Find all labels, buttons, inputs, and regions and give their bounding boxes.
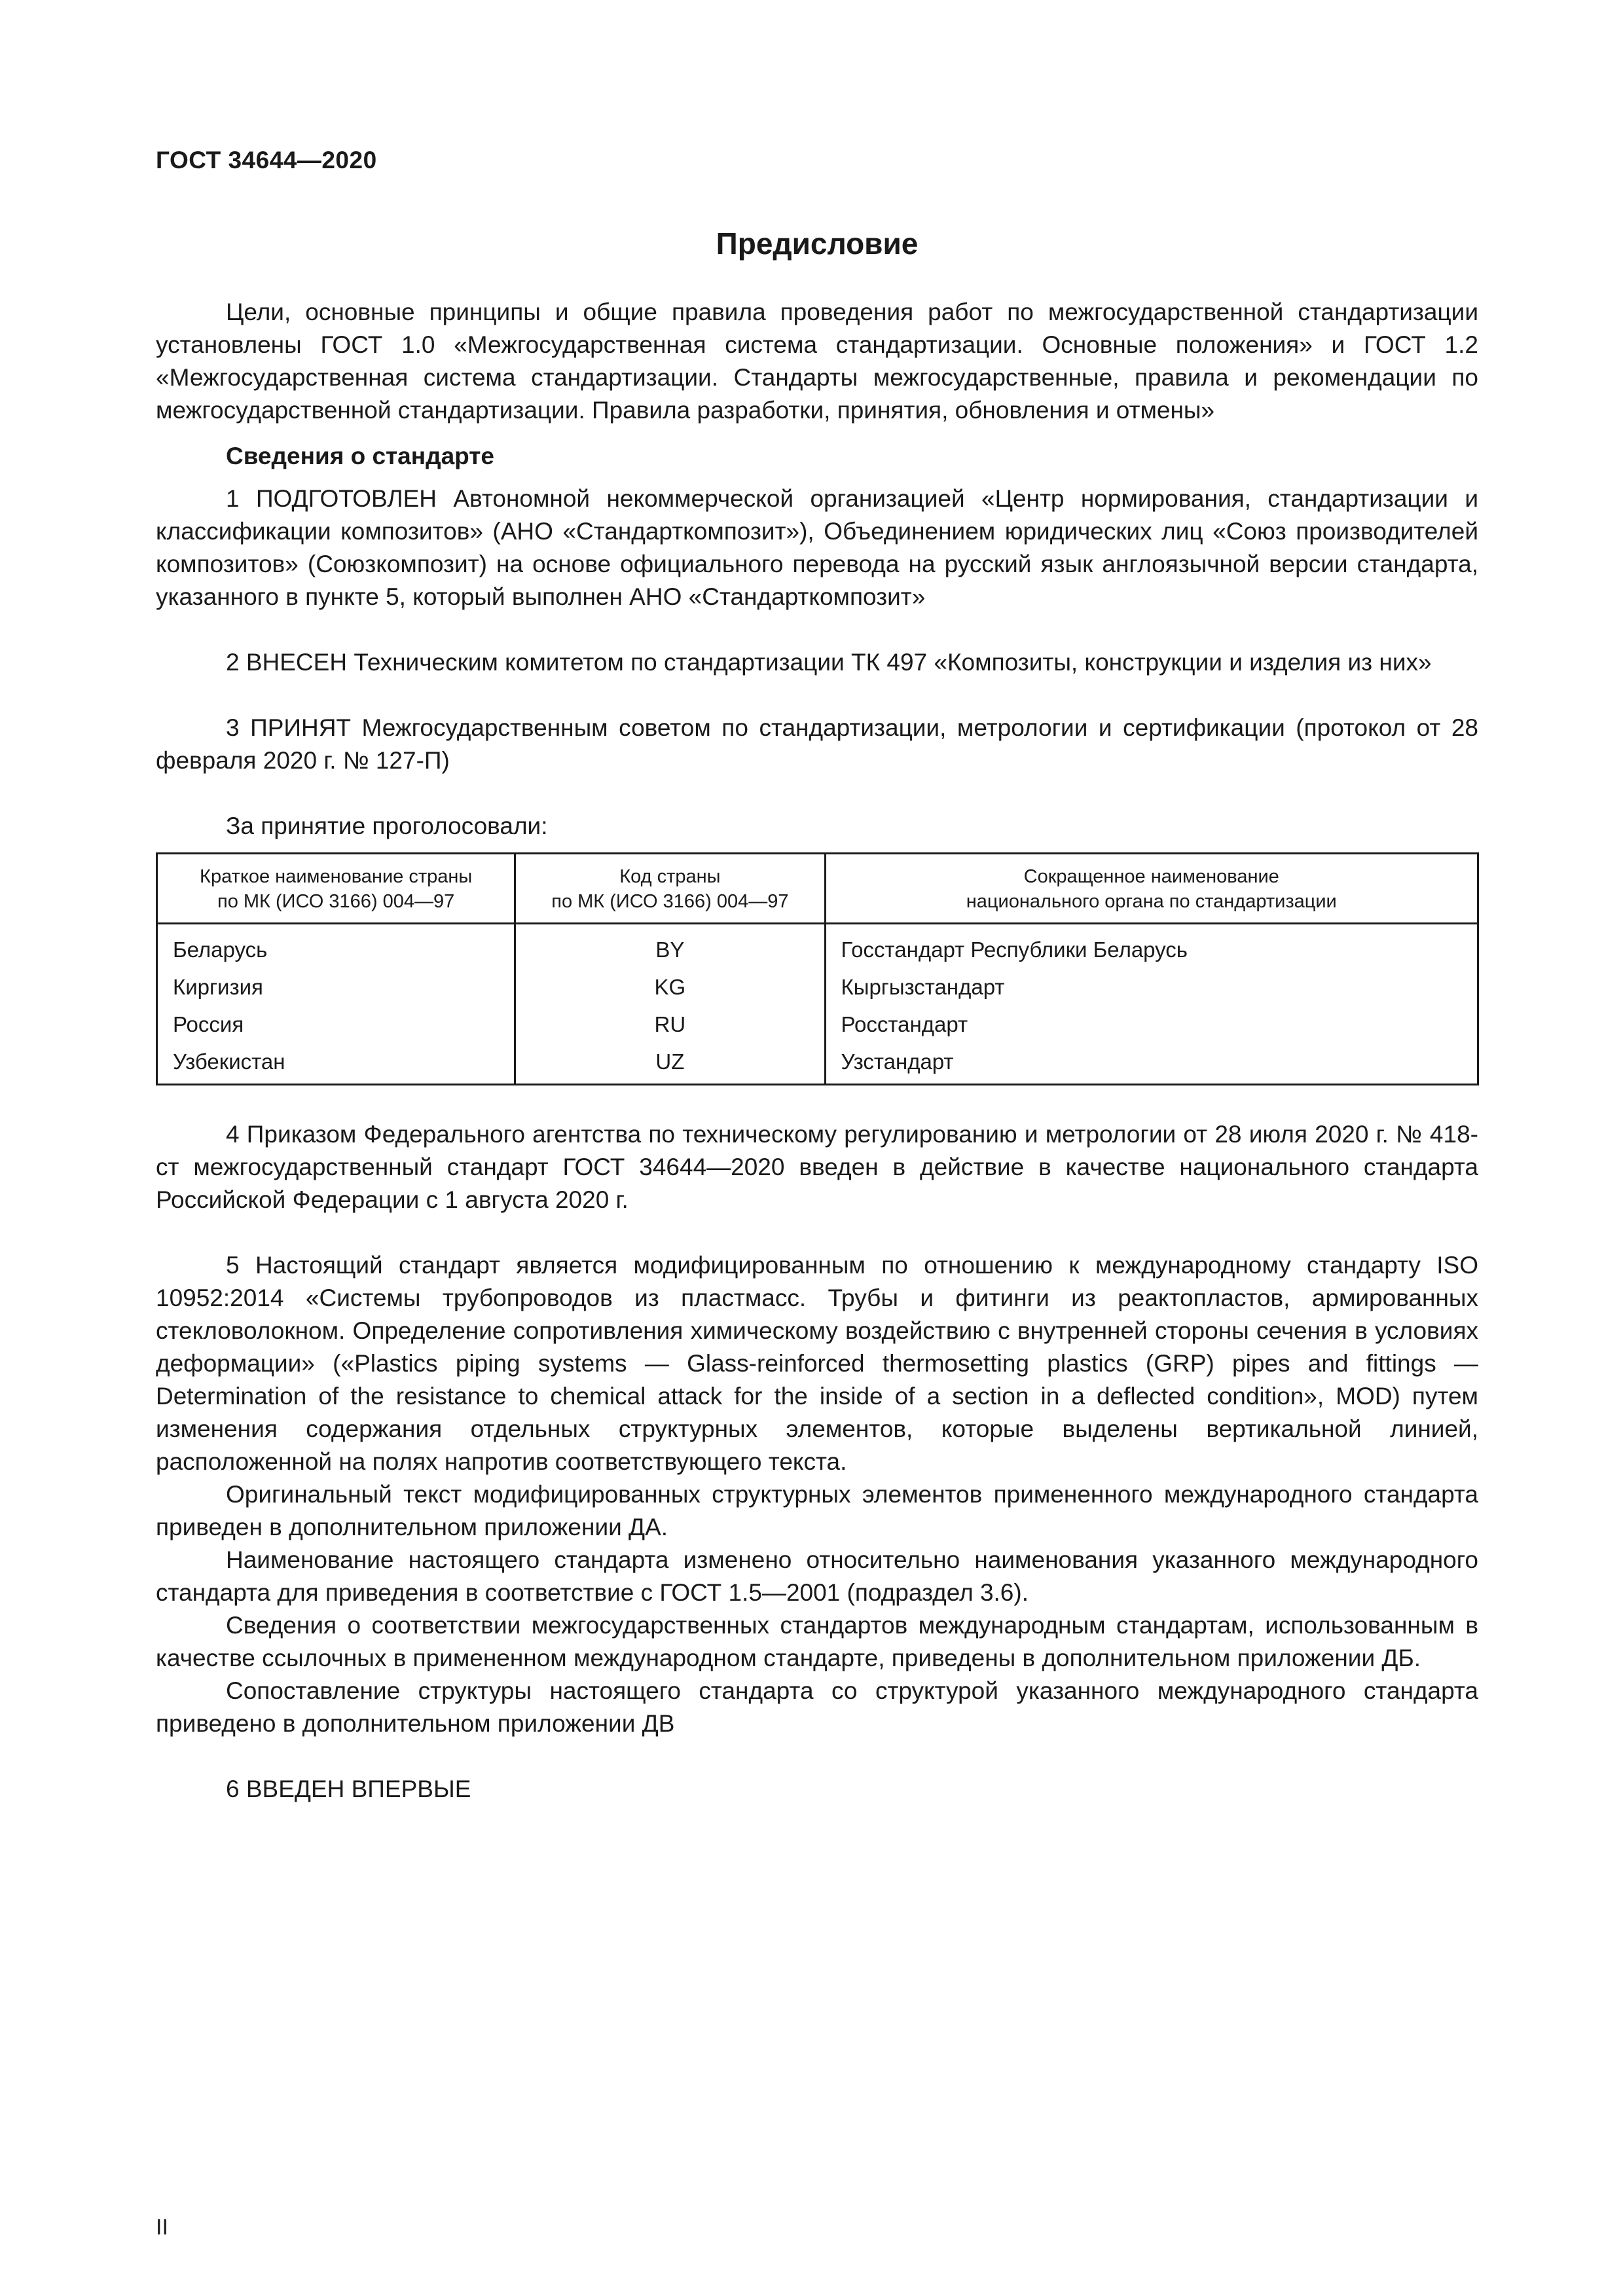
votes-table-header-row [157,854,1478,924]
header-code-line1: Код страны [619,866,721,887]
code-cell: BY [515,924,825,969]
code-cell: KG [515,968,825,1006]
foreword-body [156,296,1478,1806]
item-1-prepared: 1 ПОДГОТОВЛЕН Автономной некоммерческой организацией «Центр нормирования, стандартизации и классификации композитов» (АНО «Стандарткомпозит»), Объединением юридических лиц «Союз производителей композитов» (Союзкомпозит) на основе официального перевода на русский язык англоязычной версии стандарта, указанного в пункте 5, который выполнен АНО «Стандарткомпозит» [156,485,1478,610]
header-country-code [515,854,825,924]
item-5-references: Сведения о соответствии межгосударственных стандартов международным стандартам, использованным в качестве ссылочных в примененном международном стандарте, приведены в дополнительном приложении ДБ. [156,1612,1478,1671]
table-row [157,1043,1478,1085]
country-cell: Киргизия [157,968,515,1006]
item-5-modified: 5 Настоящий стандарт является модифицированным по отношению к международному стандарту ISO 10952:2014 «Системы трубопроводов из пластмасс. Трубы и фитинги из реактопластов, армированных стекловолокном. Определение сопротивления химическому воздействию с внутренней стороны сечения в условиях деформации» («Plastics piping systems — Glass-reinforced thermosetting plastics (GRP) pipes and fittings — Determination of the resistance to chemical attack for the inside of a section in a deflected condition», MOD) путем изменения содержания отдельных структурных элементов, которые выделены вертикальной линией, расположенной на полях напротив соответствующего текста. [156,1252,1478,1475]
votes-caption: За принятие проголосовали: [226,812,548,839]
item-5-original-text: Оригинальный текст модифицированных структурных элементов примененного международного стандарта приведен в дополнительном приложении ДА. [156,1481,1478,1540]
item-5-structure: Сопоставление структуры настоящего стандарта со структурой указанного международного стандарта приведено в дополнительном приложении ДВ [156,1677,1478,1737]
code-cell: UZ [515,1043,825,1085]
item-6-introduced: 6 ВВЕДЕН ВПЕРВЫЕ [226,1776,471,1802]
item-4-enacted: 4 Приказом Федерального агентства по техническому регулированию и метрологии от 28 июля 2020 г. № 418-ст межгосударственный стандарт ГОСТ 34644—2020 введен в действие в качестве национального стандарта Российской Федерации с 1 августа 2020 г. [156,1121,1478,1213]
country-cell: Узбекистан [157,1043,515,1085]
section-subheading: Сведения о стандарте [226,443,494,469]
country-cell: Беларусь [157,924,515,969]
item-5-name-change: Наименование настоящего стандарта изменено относительно наименования указанного международного стандарта для приведения в соответствие с ГОСТ 1.5—2001 (подраздел 3.6). [156,1546,1478,1606]
table-row [157,1006,1478,1043]
table-row [157,968,1478,1006]
intro-paragraph: Цели, основные принципы и общие правила проведения работ по межгосударственной стандартизации установлены ГОСТ 1.0 «Межгосударственная система стандартизации. Основные положения» и ГОСТ 1.2 «Межгосударственная система стандартизации. Стандарты межгосударственные, правила и рекомендации по межгосударственной стандартизации. Правила разработки, принятия, обновления и отмены» [156,299,1478,424]
votes-table [156,852,1479,1085]
country-cell: Россия [157,1006,515,1043]
page-title: Предисловие [716,227,919,261]
header-body-line2: национального органа по стандартизации [966,891,1337,912]
table-row [157,924,1478,969]
document-code: ГОСТ 34644—2020 [156,147,377,173]
national-body-cell: Узстандарт [825,1043,1478,1085]
item-3-adopted: 3 ПРИНЯТ Межгосударственным советом по стандартизации, метрологии и сертификации (протокол от 28 февраля 2020 г. № 127-П) [156,714,1478,774]
header-country-line2: по МК (ИСО 3166) 004—97 [217,891,455,912]
header-country-name [157,854,515,924]
code-cell: RU [515,1006,825,1043]
national-body-cell: Госстандарт Республики Беларусь [825,924,1478,969]
header-body-line1: Сокращенное наименование [1023,866,1279,887]
national-body-cell: Кыргызстандарт [825,968,1478,1006]
header-code-line2: по МК (ИСО 3166) 004—97 [551,891,789,912]
page-number: II [156,2215,168,2240]
national-body-cell: Росстандарт [825,1006,1478,1043]
header-country-line1: Краткое наименование страны [200,866,473,887]
header-national-body [825,854,1478,924]
document-page [156,0,1478,2296]
item-2-submitted: 2 ВНЕСЕН Техническим комитетом по стандартизации ТК 497 «Композиты, конструкции и изделия из них» [226,649,1432,676]
